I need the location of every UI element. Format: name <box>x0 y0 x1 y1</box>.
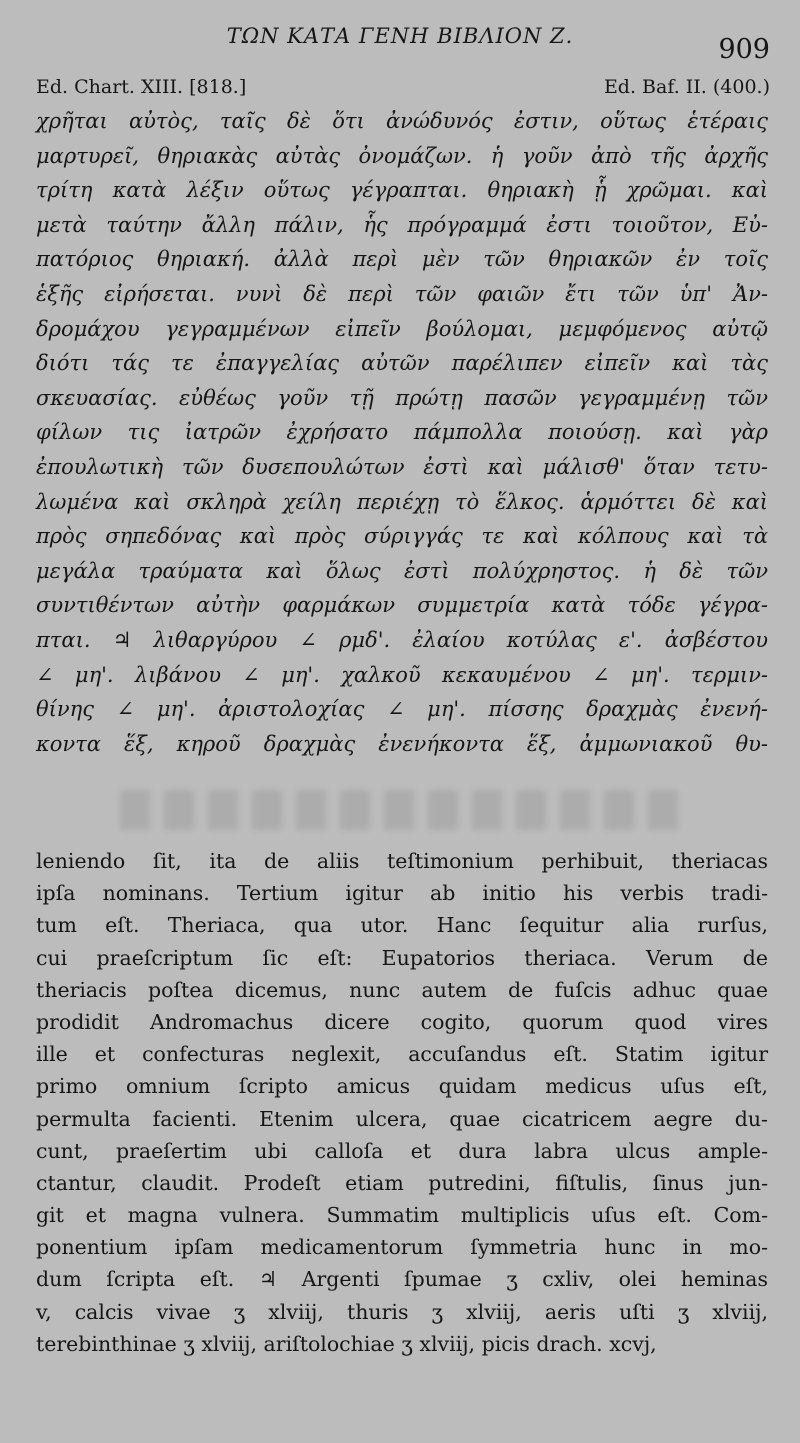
greek-line: πται. ♃ λιθαργύρου ∠ ρμδ'. ἐλαίου κοτύλας ε'. ἀσβέστου <box>36 627 768 652</box>
greek-line: πρὸς σηπεδόνας καὶ πρὸς σύριγγάς τε καὶ κόλπους καὶ τὰ <box>36 524 768 549</box>
latin-line: terebinthinae ʒ xlviij, ariſtolochiae ʒ xlviij, picis drach. xcvj, <box>36 1331 657 1356</box>
greek-line: χρῆται αὐτὸς, ταῖς δὲ ὅτι ἀνώδυνός ἐστιν, οὕτως ἑτέραις <box>36 109 768 133</box>
greek-line: διότι τάς τε ἐπαγγελίας αὐτῶν παρέλιπεν εἰπεῖν καὶ τὰς <box>36 351 768 376</box>
latin-line: cunt, praeſertim ubi calloſa et dura labra ulcus ample- <box>36 1138 768 1163</box>
greek-line: μαρτυρεῖ, θηριακὰς αὐτὰς ὀνομάζων. ἡ γοῦν ἀπὸ τῆς ἀρχῆς <box>36 143 768 168</box>
edition-reference-chartier: Ed. Chart. XIII. [818.] <box>36 76 247 98</box>
latin-line: git et magna vulnera. Summatim multiplicis uſus eſt. Com- <box>36 1203 768 1228</box>
greek-line: συντιθέντων αὐτὴν φαρμάκων συμμετρία κατὰ τόδε γέγρα- <box>36 593 768 618</box>
greek-line: κοντα ἕξ, κηροῦ δραχμὰς ἐνενήκοντα ἕξ, ἀμμωνιακοῦ θυ- <box>36 731 768 756</box>
greek-line: ἐπουλωτικὴ τῶν δυσεπουλώτων ἐστὶ καὶ μάλισθ' ὅταν τετυ- <box>36 454 768 479</box>
running-title: ΤΩΝ ΚΑΤΑ ΓΕΝΗ ΒΙΒΛΙΟΝ Ζ. <box>226 24 574 48</box>
latin-line: ctantur, claudit. Prodeſt etiam putredini, fiſtulis, ſinus jun- <box>36 1170 768 1195</box>
latin-line: ipſa nominans. Tertium igitur ab initio his verbis tradi- <box>36 881 768 906</box>
latin-line: leniendo ſit, ita de aliis teſtimonium perhibuit, theriacas <box>36 849 768 873</box>
greek-line: φίλων τις ἰατρῶν ἐχρήσατο πάμπολλα ποιούσῃ. καὶ γὰρ <box>36 420 768 445</box>
greek-line: ∠ μη'. λιβάνου ∠ μη'. χαλκοῦ κεκαυμένου ∠ μη'. τερμιν- <box>36 662 768 687</box>
greek-line: θίνης ∠ μη'. ἀριστολοχίας ∠ μη'. πίσσης δραχμὰς ἐνενή- <box>36 697 768 722</box>
latin-text-block <box>36 845 768 1360</box>
greek-text-block <box>36 104 768 761</box>
latin-line: primo omnium ſcripto amicus quidam medicus uſus eſt, <box>36 1074 768 1099</box>
greek-line: μεγάλα τραύματα καὶ ὅλως ἐστὶ πολύχρηστος. ἡ δὲ τῶν <box>36 558 768 583</box>
latin-line: dum ſcripta eſt. ♃ Argenti ſpumae ʒ cxliv, olei heminas <box>36 1267 768 1292</box>
greek-line: μετὰ ταύτην ἄλλη πάλιν, ἧς πρόγραμμά ἐστι τοιοῦτον, Εὐ- <box>36 212 768 237</box>
greek-line: λωμένα καὶ σκληρὰ χείλη περιέχῃ τὸ ἕλκος. ἁρμόττει δὲ καὶ <box>36 489 768 514</box>
greek-line: ἑξῆς εἰρήσεται. νυνὶ δὲ περὶ τῶν φαιῶν ἔτι τῶν ὑπ' Ἀν- <box>36 281 768 306</box>
latin-line: ponentium ipſam medicamentorum ſymmetria hunc in mo- <box>36 1235 768 1260</box>
greek-line: δρομάχου γεγραμμένων εἰπεῖν βούλομαι, μεμφόμενος αὐτῷ <box>36 316 768 341</box>
show-through-bleed <box>120 790 680 830</box>
edition-reference-basel: Ed. Baf. II. (400.) <box>603 76 770 98</box>
latin-line: tum eſt. Theriaca, qua utor. Hanc ſequitur alia rurſus, <box>36 913 768 938</box>
latin-line: cui praeſcriptum ſic eſt: Eupatorios theriaca. Verum de <box>36 945 768 970</box>
latin-line: prodidit Andromachus dicere cogito, quorum quod vires <box>36 1009 768 1034</box>
greek-line: πατόριος θηριακή. ἀλλὰ περὶ μὲν τῶν θηριακῶν ἐν τοῖς <box>36 247 768 272</box>
latin-line: ille et confecturas neglexit, accuſandus eſt. Statim igitur <box>36 1042 768 1067</box>
latin-line: permulta facienti. Etenim ulcera, quae cicatricem aegre du- <box>36 1106 768 1131</box>
page-number: 909 <box>718 34 770 65</box>
greek-line: τρίτη κατὰ λέξιν οὕτως γέγραπται. θηριακὴ ᾗ χρῶμαι. καὶ <box>36 178 768 203</box>
latin-line: theriacis poſtea dicemus, nunc autem de fuſcis adhuc quae <box>36 977 768 1002</box>
latin-line: v, calcis vivae ʒ xlviij, thuris ʒ xlviij, aeris uſti ʒ xlviij, <box>36 1299 768 1324</box>
greek-line: σκευασίας. εὐθέως γοῦν τῇ πρώτῃ πασῶν γεγραμμένῃ τῶν <box>36 385 768 410</box>
